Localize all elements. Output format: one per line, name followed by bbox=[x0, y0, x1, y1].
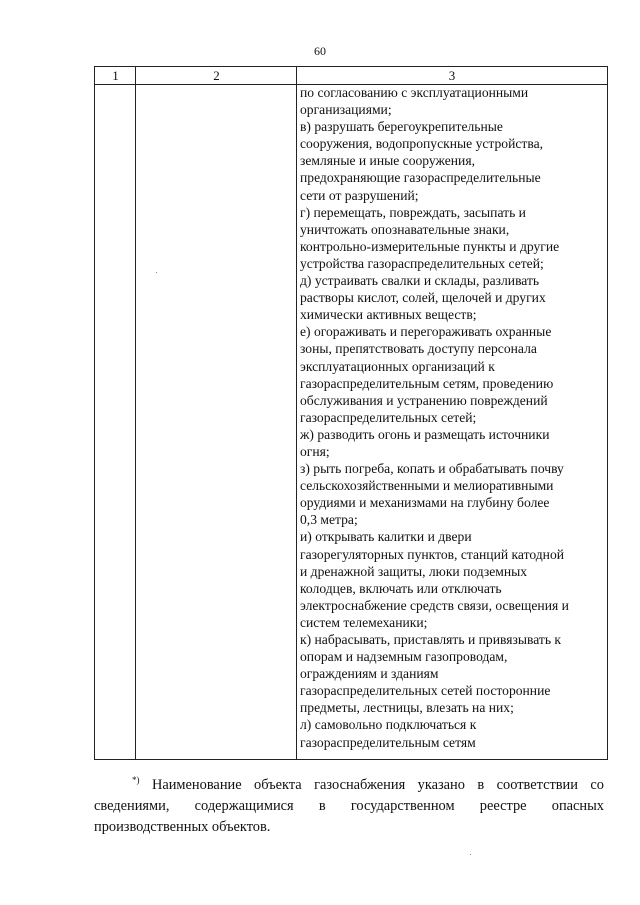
text-line: 0,3 метра; bbox=[300, 512, 358, 528]
text-line: обслуживания и устранению повреждений bbox=[300, 392, 548, 408]
footnote bbox=[94, 775, 604, 838]
footnote-line-3: производственных объектов. bbox=[94, 819, 271, 835]
text-line: сооружения, водопропускные устройства, bbox=[300, 136, 544, 152]
text-line: систем телемеханики; bbox=[300, 614, 428, 630]
footnote-line-2: сведениями, содержащимися в государственном реестре опасных bbox=[94, 798, 604, 814]
column-3-text bbox=[297, 84, 607, 751]
text-line: газораспределительным сетям bbox=[300, 734, 476, 750]
text-line: предохраняющие газораспределительные bbox=[300, 170, 541, 186]
text-line: газораспределительных сетей посторонние bbox=[300, 683, 551, 699]
header-cell-1: 1 bbox=[112, 68, 119, 83]
table-header-row bbox=[95, 67, 607, 85]
text-line: контрольно-измерительные пункты и другие bbox=[300, 238, 560, 254]
text-line: химически активных веществ; bbox=[300, 307, 477, 323]
text-line: ж) разводить огонь и размещать источники bbox=[300, 426, 550, 442]
page-number: 60 bbox=[314, 44, 326, 58]
text-line: сети от разрушений; bbox=[300, 187, 419, 203]
footnote-line-1 bbox=[94, 775, 604, 796]
text-line: электроснабжение средств связи, освещения и bbox=[300, 597, 569, 613]
text-line: устройства газораспределительных сетей; bbox=[300, 255, 544, 271]
text-line: газорегуляторных пунктов, станций катодной bbox=[300, 546, 565, 562]
header-cell-3: 3 bbox=[448, 68, 456, 83]
column-divider-1 bbox=[135, 67, 136, 759]
text-line: л) самовольно подключаться к bbox=[300, 717, 477, 733]
text-line: е) огораживать и перегораживать охранные bbox=[300, 324, 552, 340]
text-line: по согласованию с эксплуатационными bbox=[300, 85, 529, 100]
text-line: к) набрасывать, приставлять и привязывать к bbox=[300, 632, 562, 647]
text-line: д) устраивать свалки и склады, разливать bbox=[300, 273, 540, 289]
text-line: зоны, препятствовать доступу персонала bbox=[300, 341, 537, 357]
text-line: земляные и иные сооружения, bbox=[300, 153, 475, 169]
text-line: з) рыть погреба, копать и обрабатывать почву bbox=[300, 461, 564, 477]
text-line: растворы кислот, солей, щелочей и других bbox=[300, 290, 546, 306]
text-line: огня; bbox=[300, 443, 330, 459]
scan-speck bbox=[470, 854, 471, 855]
text-line: предметы, лестницы, влезать на них; bbox=[300, 700, 514, 716]
text-line: г) перемещать, повреждать, засыпать и bbox=[300, 204, 526, 220]
text-line: уничтожать опознавательные знаки, bbox=[300, 221, 510, 237]
text-line: в) разрушать берегоукрепительные bbox=[300, 119, 503, 135]
text-line: опорам и надземным газопроводам, bbox=[300, 649, 508, 665]
text-line: ограждениям и зданиям bbox=[300, 666, 439, 682]
text-line: эксплуатационных организаций к bbox=[300, 358, 495, 374]
footnote-marker: *) bbox=[132, 775, 140, 786]
text-line: и дренажной защиты, люки подземных bbox=[300, 563, 528, 579]
text-line: газораспределительным сетям, проведению bbox=[300, 375, 554, 391]
text-line: орудиями и механизмами на глубину более bbox=[300, 495, 550, 511]
footnote-text-1: Наименование объекта газоснабжения указано в соответствии со bbox=[151, 777, 604, 793]
scan-speck bbox=[156, 272, 157, 273]
text-line: газораспределительных сетей; bbox=[300, 409, 477, 425]
text-line: сельскохозяйственными и мелиоративными bbox=[300, 478, 554, 494]
header-cell-2: 2 bbox=[213, 68, 220, 83]
text-line: колодцев, включать или отключать bbox=[300, 580, 502, 596]
text-line: организациями; bbox=[300, 102, 392, 118]
data-table bbox=[94, 66, 608, 760]
text-line: и) открывать калитки и двери bbox=[300, 529, 472, 545]
